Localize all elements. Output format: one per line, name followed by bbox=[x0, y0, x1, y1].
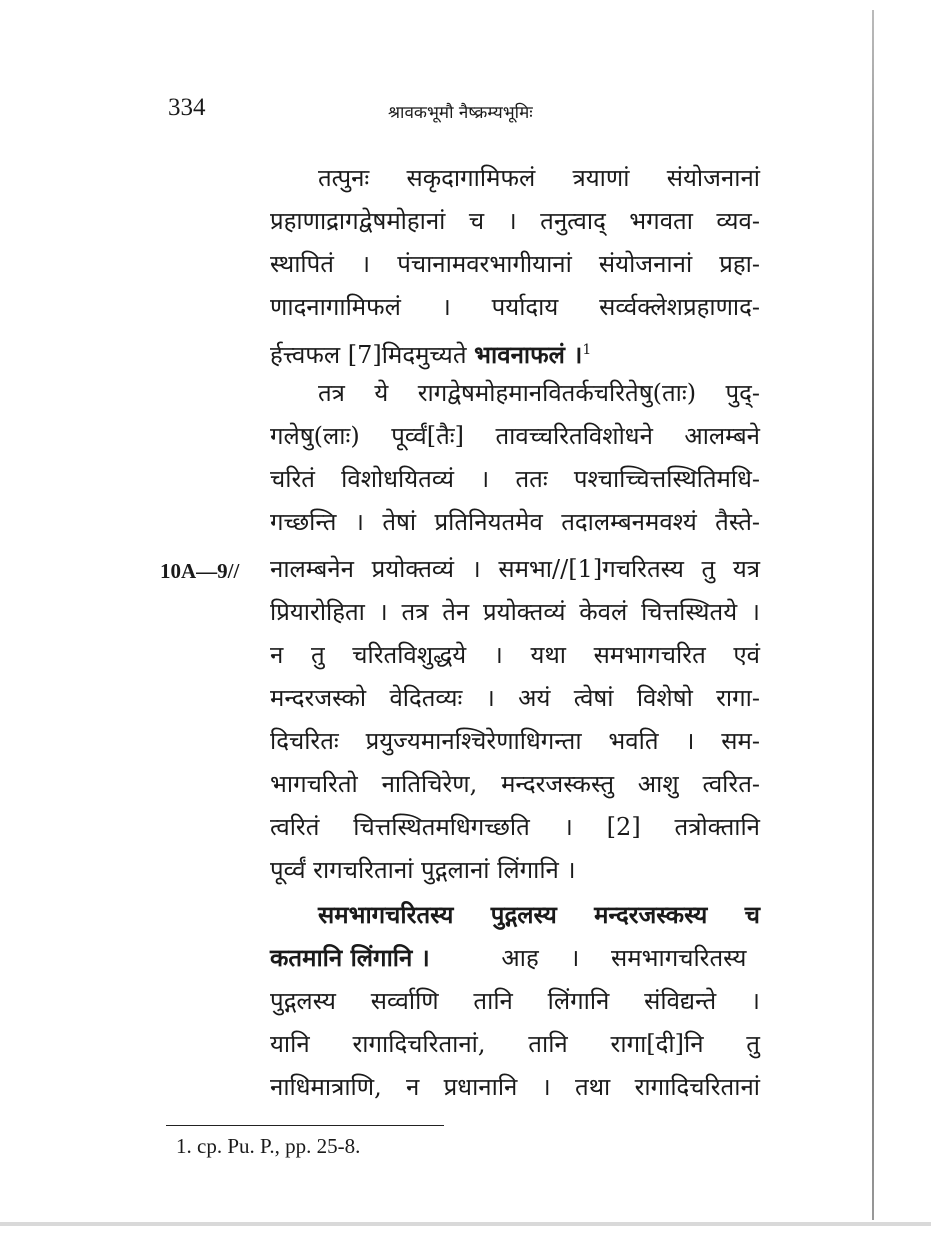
text-line: तत्र ये रागद्वेषमोहमानवितर्कचरितेषु(ताः) पुद्- bbox=[318, 379, 760, 407]
text-line-bold: समभागचरितस्य पुद्गलस्य मन्दरजस्कस्य च bbox=[318, 900, 760, 929]
text-line: पूर्व्वं रागचरितानां पुद्गलानां लिंगानि । bbox=[270, 856, 576, 884]
text-line: प्रियारोहिता । तत्र तेन प्रयोक्तव्यं केवलं चित्तस्थितये । bbox=[270, 598, 760, 626]
text-line: पुद्गलस्य सर्व्वाणि तानि लिंगानि संविद्यन्ते । bbox=[270, 987, 760, 1015]
text-line: भागचरितो नातिचिरेण, मन्दरजस्कस्तु आशु त्वरित- bbox=[270, 770, 760, 798]
scan-bottom-edge bbox=[0, 1222, 931, 1226]
page-edge-shadow bbox=[872, 10, 874, 1220]
text-line: गच्छन्ति । तेषां प्रतिनियतमेव तदालम्बनमवश्यं तैस्ते- bbox=[270, 508, 760, 536]
footnote: 1. cp. Pu. P., pp. 25-8. bbox=[176, 1134, 361, 1158]
text-line bbox=[270, 942, 760, 974]
text-line: गलेषु(लाः) पूर्व्वं[तैः] तावच्चरितविशोधने आलम्बने bbox=[270, 422, 760, 450]
text-line: यानि रागादिचरितानां, तानि रागा[दी]नि तु bbox=[270, 1030, 760, 1058]
footnote-rule bbox=[166, 1125, 444, 1126]
bold-term: कतमानि लिंगानि । bbox=[270, 943, 430, 972]
text-line: णादनागामिफलं । पर्यादाय सर्व्वक्लेशप्रहाणाद- bbox=[270, 293, 760, 321]
text-line: तत्पुनः सकृदागामिफलं त्रयाणां संयोजनानां bbox=[318, 164, 760, 192]
text-line: प्रहाणाद्रागद्वेषमोहानां च । तनुत्वाद् भगवता व्यव- bbox=[270, 207, 760, 235]
text-fragment: आह । समभागचरितस्य bbox=[469, 944, 747, 972]
margin-folio-note: 10A—9// bbox=[160, 559, 240, 583]
running-head: श्रावकभूमौ नैष्क्रम्यभूमिः bbox=[388, 103, 533, 123]
footnote-marker: 1 bbox=[582, 342, 592, 358]
page-number: 334 bbox=[168, 94, 206, 121]
text-line: नाधिमात्राणि, न प्रधानानि । तथा रागादिचरितानां bbox=[270, 1073, 760, 1101]
text-line: त्वरितं चित्तस्थितमधिगच्छति । [2] तत्रोक्तानि bbox=[270, 813, 760, 841]
bold-term: भावनाफलं । bbox=[474, 340, 583, 369]
text-fragment: र्हत्त्वफल [7]मिदमुच्यते bbox=[270, 341, 475, 369]
text-line: स्थापितं । पंचानामवरभागीयानां संयोजनानां प्रहा- bbox=[270, 250, 760, 278]
text-line: न तु चरितविशुद्धये । यथा समभागचरित एवं bbox=[270, 641, 760, 669]
text-line bbox=[270, 334, 760, 371]
text-line: नालम्बनेन प्रयोक्तव्यं । समभा//[1]गचरितस्य तु यत्र bbox=[270, 555, 760, 583]
text-line: चरितं विशोधयितव्यं । ततः पश्चाच्चित्तस्थितिमधि- bbox=[270, 465, 760, 493]
text-line: दिचरितः प्रयुज्यमानश्चिरेणाधिगन्ता भवति । सम- bbox=[270, 727, 760, 755]
text-line: मन्दरजस्को वेदितव्यः । अयं त्वेषां विशेषो रागा- bbox=[270, 684, 760, 712]
